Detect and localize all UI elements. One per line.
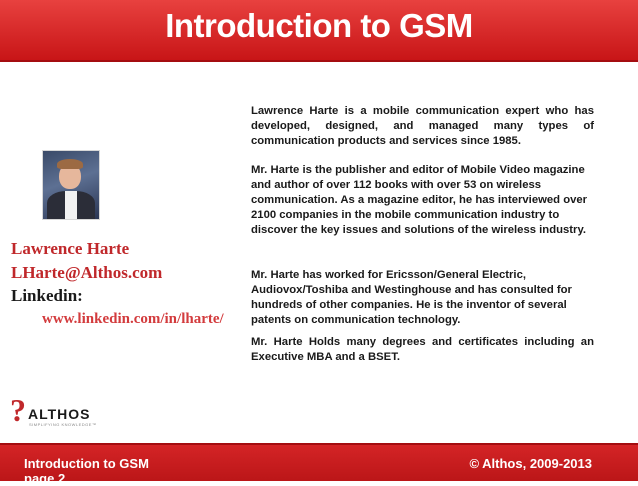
footer-copyright: © Althos, 2009-2013: [469, 456, 592, 471]
footer-left: [24, 456, 149, 486]
logo-tagline: SIMPLIFYING KNOWLEDGE™: [29, 422, 97, 427]
portrait-hair: [57, 159, 83, 169]
portrait-shirt: [65, 191, 77, 219]
linkedin-label: Linkedin:: [11, 286, 83, 305]
linkedin-url-link[interactable]: www.linkedin.com/in/lharte/: [42, 311, 224, 327]
title-bar: [0, 0, 638, 62]
bio-paragraph-2: Mr. Harte is the publisher and editor of Mobile Video magazine and author of over 112 books with over 53 on wireless communication. As a magazine editor, he has interviewed over 2100 companies in the mobile communication industry to discover the key issues and solutions of the wireless industry.: [251, 164, 588, 236]
logo-name: ALTHOS: [28, 406, 91, 422]
footer-bar: [0, 443, 638, 486]
footer-page-number: page 2: [24, 471, 66, 486]
contact-email-link[interactable]: LHarte@Althos.com: [11, 263, 163, 282]
footer-title: Introduction to GSM: [24, 456, 149, 471]
contact-name: Lawrence Harte: [11, 239, 130, 258]
slide-title: Introduction to GSM: [165, 7, 473, 44]
althos-logo: [10, 394, 120, 430]
portrait-photo: [42, 150, 100, 220]
bio-paragraph-1: Lawrence Harte is a mobile communication expert who has developed, designed, and managed many types of communication products and services since 1985.: [251, 105, 594, 147]
bio-paragraph-4: Mr. Harte Holds many degrees and certificates including an Executive MBA and a BSET.: [251, 336, 594, 363]
logo-question-mark-icon: ?: [10, 392, 26, 428]
bio-paragraph-3: Mr. Harte has worked for Ericsson/General Electric, Audiovox/Toshiba and Westinghouse and has consulted for hundreds of other companies. He is the inventor of several patents on communication technology.: [251, 269, 572, 326]
